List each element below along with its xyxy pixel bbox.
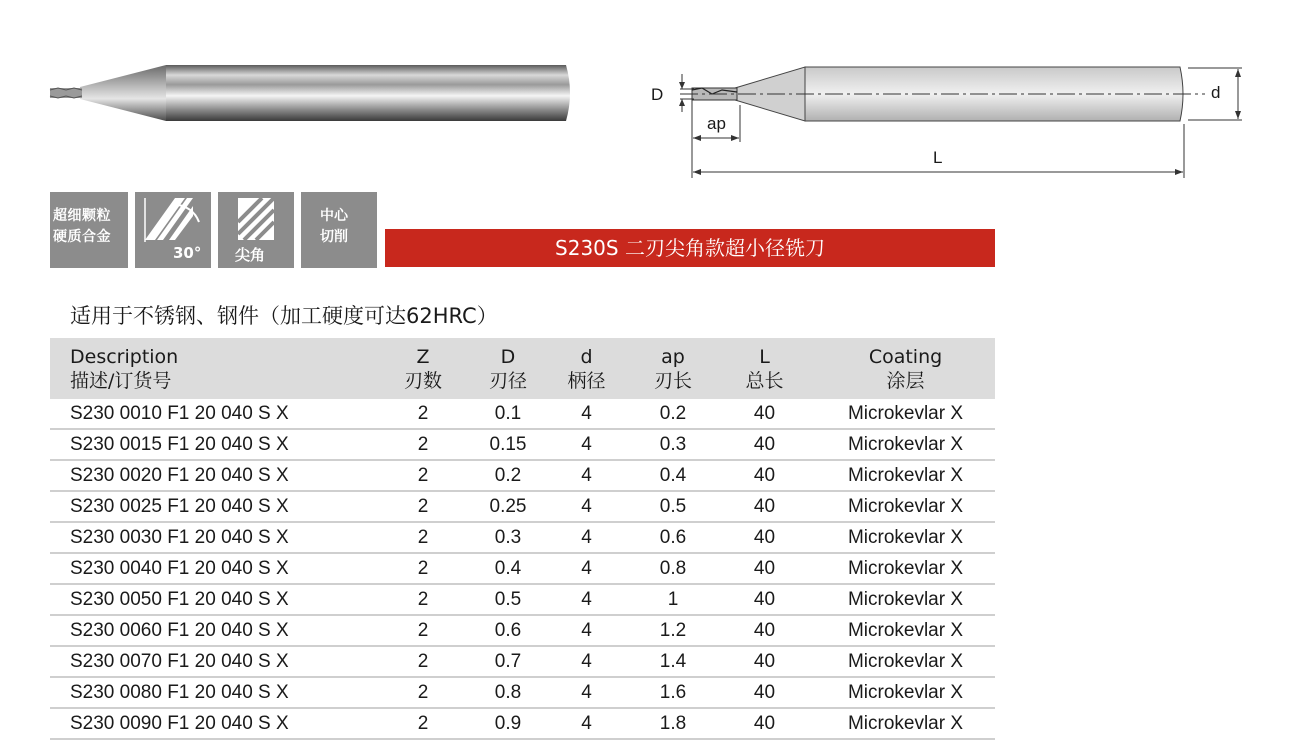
cell-ap: 1.8 [633,708,713,739]
cell-ap: 1.6 [633,677,713,708]
cell-description: S230 0040 F1 20 040 S X [50,553,370,584]
cell-description: S230 0025 F1 20 040 S X [50,491,370,522]
cell-description: S230 0060 F1 20 040 S X [50,615,370,646]
cell-z: 2 [370,399,476,429]
cell-ap: 0.2 [633,399,713,429]
cell-z: 2 [370,646,476,677]
cell-description: S230 0030 F1 20 040 S X [50,522,370,553]
cell-ap: 0.3 [633,429,713,460]
cell-L: 40 [713,429,816,460]
feature-center-cutting-badge [301,192,377,268]
cell-z: 2 [370,584,476,615]
cell-ap: 0.5 [633,491,713,522]
cell-z: 2 [370,522,476,553]
table-row [50,429,995,460]
cell-d: 4 [540,584,633,615]
cell-description: S230 0080 F1 20 040 S X [50,677,370,708]
feature-micrograin-carbide-badge [50,192,128,268]
cell-z: 2 [370,615,476,646]
feature-30-degree-helix-badge [135,192,211,268]
table-row [50,708,995,739]
cell-ap: 0.6 [633,522,713,553]
table-row [50,399,995,429]
cell-d: 4 [540,646,633,677]
header-coating: Coating 涂层 [868,346,943,392]
cell-coating: Microkevlar X [816,399,995,429]
dim-label-L: L [933,148,943,167]
cell-coating: Microkevlar X [816,460,995,491]
spec-table [50,338,995,740]
sharp-corner-label: 尖角 [235,246,266,264]
cell-D: 0.3 [476,522,540,553]
helix-angle-label: 30° [173,244,202,262]
cell-description: S230 0050 F1 20 040 S X [50,584,370,615]
cell-D: 0.15 [476,429,540,460]
header-ap: ap 刃长 [653,346,692,392]
table-row [50,460,995,491]
cell-d: 4 [540,429,633,460]
cell-coating: Microkevlar X [816,677,995,708]
cell-z: 2 [370,429,476,460]
cell-d: 4 [540,491,633,522]
cell-description: S230 0090 F1 20 040 S X [50,708,370,739]
dim-label-D: D [651,85,664,104]
feature-grain-line2: 硬质合金 [53,229,111,245]
feature-center-line2: 切削 [320,229,348,245]
cell-d: 4 [540,553,633,584]
cell-d: 4 [540,399,633,429]
cell-L: 40 [713,460,816,491]
product-title-bar: S230S 二刃尖角款超小径铣刀 [385,229,995,267]
cell-description: S230 0015 F1 20 040 S X [50,429,370,460]
cell-coating: Microkevlar X [816,491,995,522]
header-d: d 柄径 [567,346,606,392]
cell-L: 40 [713,677,816,708]
cell-z: 2 [370,553,476,584]
table-row [50,491,995,522]
cell-description: S230 0070 F1 20 040 S X [50,646,370,677]
cell-ap: 0.4 [633,460,713,491]
cell-z: 2 [370,677,476,708]
cell-L: 40 [713,708,816,739]
end-mill-photo [48,62,574,124]
cell-coating: Microkevlar X [816,646,995,677]
cell-ap: 1 [633,584,713,615]
cell-d: 4 [540,460,633,491]
tool-dimension-drawing [640,60,1260,185]
cell-description: S230 0010 F1 20 040 S X [50,399,370,429]
table-header-row [50,338,995,399]
cell-L: 40 [713,615,816,646]
cell-L: 40 [713,553,816,584]
cell-L: 40 [713,399,816,429]
header-description: Description 描述/订货号 [70,346,179,392]
cell-coating: Microkevlar X [816,522,995,553]
cell-D: 0.5 [476,584,540,615]
cell-L: 40 [713,522,816,553]
cell-D: 0.4 [476,553,540,584]
cell-d: 4 [540,677,633,708]
header-L: L 总长 [745,346,784,392]
table-row [50,646,995,677]
table-row [50,677,995,708]
cell-D: 0.6 [476,615,540,646]
table-row [50,584,995,615]
cell-d: 4 [540,615,633,646]
cell-L: 40 [713,646,816,677]
application-subtitle: 适用于不锈钢、钢件（加工硬度可达62HRC） [70,304,498,328]
cell-z: 2 [370,460,476,491]
feature-center-line1: 中心 [320,208,348,224]
dim-label-ap: ap [707,114,726,133]
feature-grain-line1: 超细颗粒 [53,208,111,224]
dim-label-d: d [1211,83,1221,102]
cell-description: S230 0020 F1 20 040 S X [50,460,370,491]
cell-z: 2 [370,708,476,739]
cell-D: 0.1 [476,399,540,429]
cell-L: 40 [713,584,816,615]
cell-coating: Microkevlar X [816,429,995,460]
cell-D: 0.7 [476,646,540,677]
cell-coating: Microkevlar X [816,615,995,646]
cell-L: 40 [713,491,816,522]
cell-D: 0.2 [476,460,540,491]
header-D: D 刃径 [488,346,527,392]
table-row [50,522,995,553]
cell-D: 0.8 [476,677,540,708]
cell-d: 4 [540,708,633,739]
feature-sharp-corner-badge [218,192,294,268]
header-z: Z 刃数 [403,346,442,392]
cell-ap: 0.8 [633,553,713,584]
cell-ap: 1.2 [633,615,713,646]
cell-D: 0.25 [476,491,540,522]
table-row [50,615,995,646]
cell-D: 0.9 [476,708,540,739]
cell-coating: Microkevlar X [816,708,995,739]
cell-z: 2 [370,491,476,522]
cell-ap: 1.4 [633,646,713,677]
table-row [50,553,995,584]
cell-coating: Microkevlar X [816,553,995,584]
cell-coating: Microkevlar X [816,584,995,615]
cell-d: 4 [540,522,633,553]
